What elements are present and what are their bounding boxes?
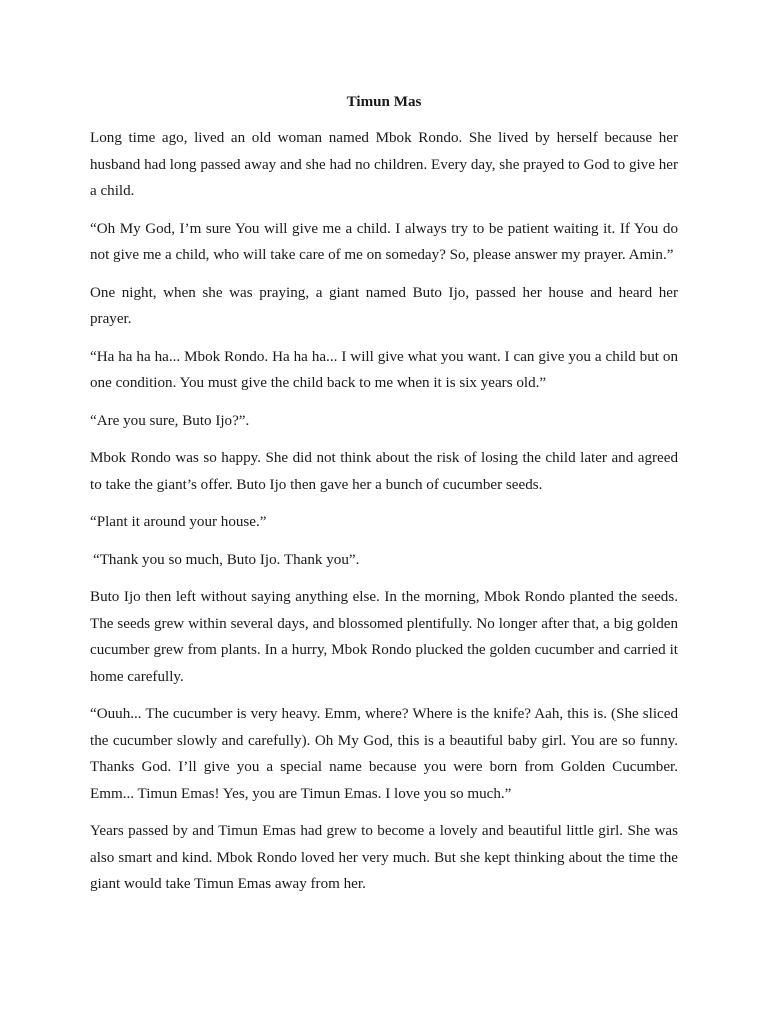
paragraph-3: One night, when she was praying, a giant named Buto Ijo, passed her house and heard her prayer. [90, 284, 678, 327]
paragraph-9: Buto Ijo then left without saying anything else. In the morning, Mbok Rondo planted the seeds. The seeds grew within several days, and blossomed plentifully. No longer after that, a big golden cucumber grew from plants. In a hurry, Mbok Rondo plucked the golden cucumber and carried it home carefully. [90, 589, 678, 685]
paragraph-4: “Ha ha ha ha... Mbok Rondo. Ha ha ha... I will give what you want. I can give you a child but on one condition. You must give the child back to me when it is six years old.” [90, 348, 678, 391]
paragraph-10: “Ouuh... The cucumber is very heavy. Emm, where? Where is the knife? Aah, this is. (She sliced the cucumber slowly and carefully). Oh My God, this is a beautiful baby girl. You are so funny. Thanks God. I’ll give you a special name because you were born from Golden Cucumber. Emm... Timun Emas! Yes, you are Timun Emas. I love you so much.” [90, 706, 678, 802]
document-page [90, 92, 678, 909]
paragraph-11: Years passed by and Timun Emas had grew to become a lovely and beautiful little girl. She was also smart and kind. Mbok Rondo loved her very much. But she kept thinking about the time the giant would take Timun Emas away from her. [90, 823, 678, 892]
paragraph-5: “Are you sure, Buto Ijo?”. [90, 412, 250, 429]
paragraph-8: “Thank you so much, Buto Ijo. Thank you”. [93, 551, 360, 568]
paragraph-7: “Plant it around your house.” [90, 514, 267, 530]
paragraph-6: Mbok Rondo was so happy. She did not think about the risk of losing the child later and agreed to take the giant’s offer. Buto Ijo then gave her a bunch of cucumber seeds. [90, 450, 678, 493]
paragraph-2: “Oh My God, I’m sure You will give me a child. I always try to be patient waiting it. If You do not give me a child, who will take care of me on someday? So, please answer my prayer. Amin.” [90, 220, 678, 263]
document-title: Timun Mas [346, 94, 422, 110]
paragraph-1: Long time ago, lived an old woman named Mbok Rondo. She lived by herself because her husband had long passed away and she had no children. Every day, she prayed to God to give her a child. [90, 130, 678, 199]
